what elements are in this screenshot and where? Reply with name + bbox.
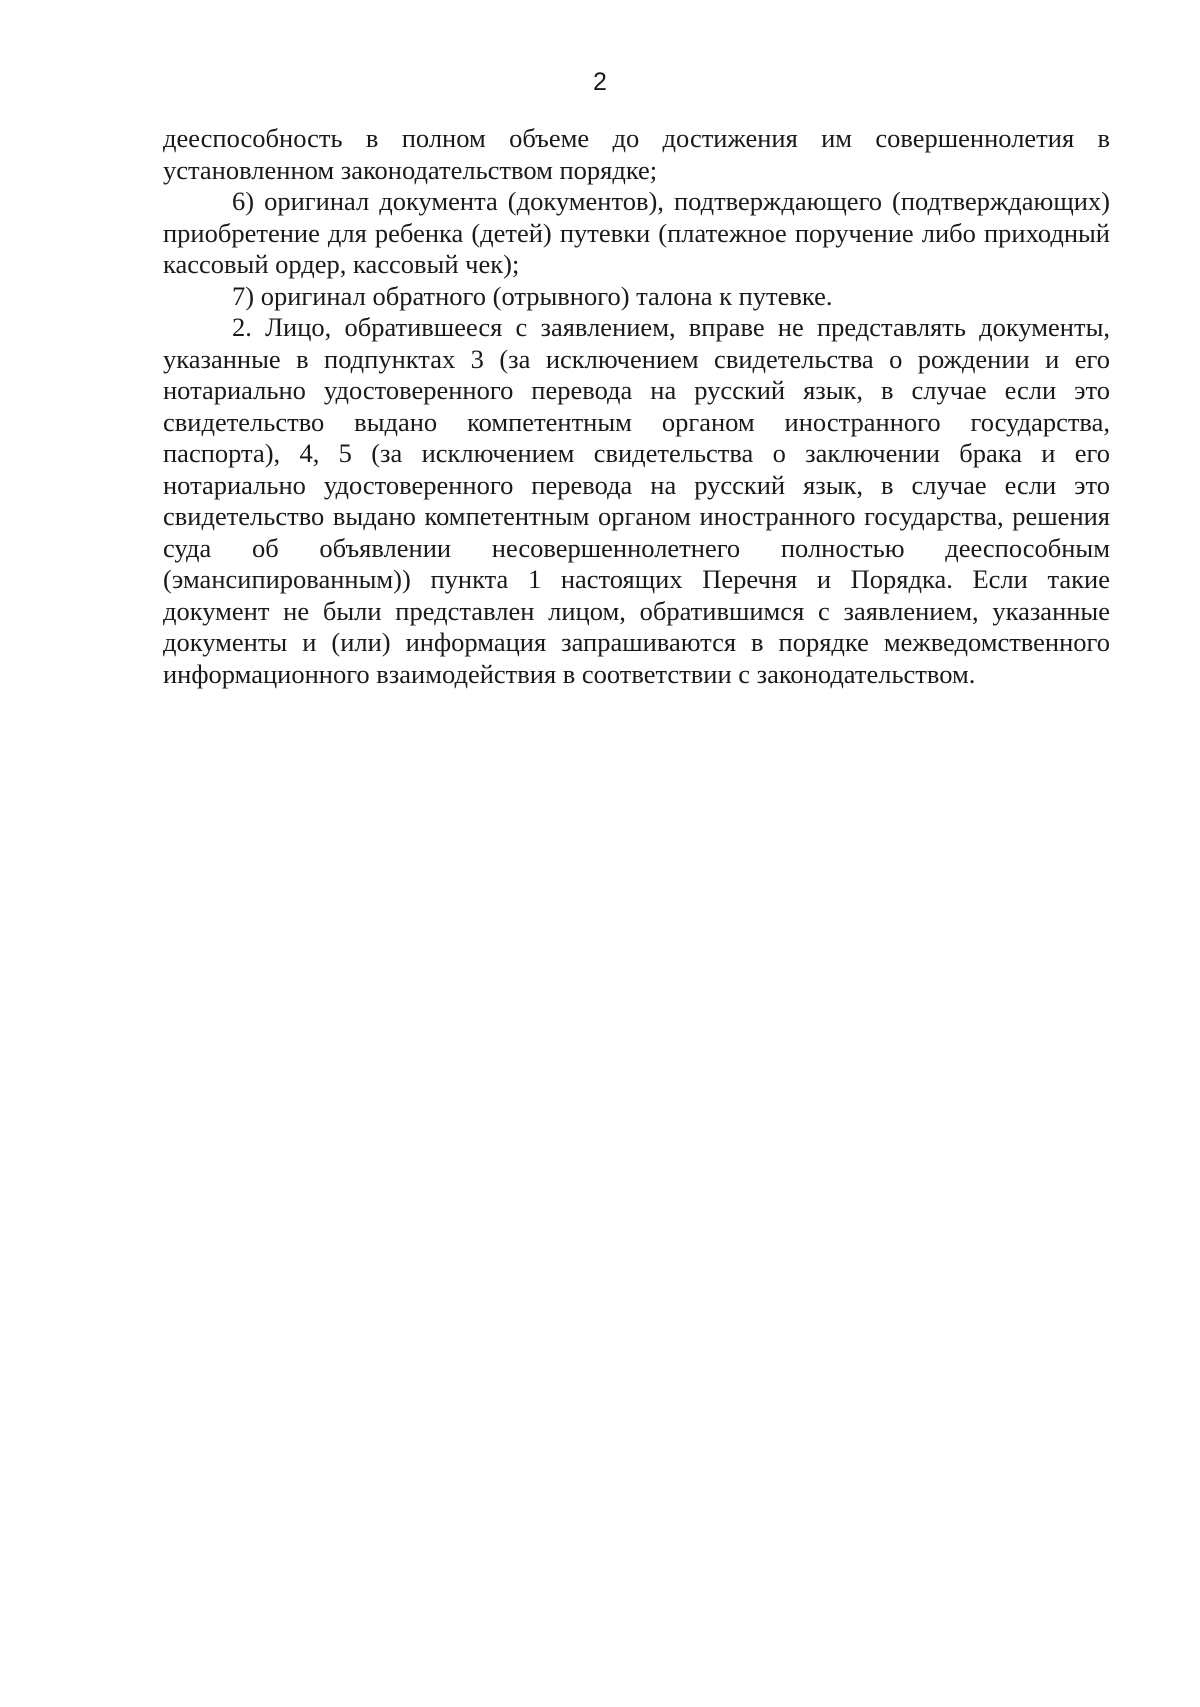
paragraph-clause-2: 2. Лицо, обратившееся с заявлением, вправе не представлять документы, указанные в подпунктах 3 (за исключением свидетельства о рождении и его нотариально удостоверенного перевода на русский язык, в случае если это свидетельство выдано компетентным органом иностранного государства, паспорта), 4, 5 (за исключением свидетельства о заключении брака и его нотариально удостоверенного перевода на русский язык, в случае если это свидетельство выдано компетентным органом иностранного государства, решения суда об объявлении несовершеннолетнего полностью дееспособным (эмансипированным)) пункта 1 настоящих Перечня и Порядка. Если такие документ не были представлен лицом, обратившимся с заявлением, указанные документы и (или) информация запрашиваются в порядке межведомственного информационного взаимодействия в соответствии с законодательством. — [163, 312, 1110, 689]
paragraph-item-7: 7) оригинал обратного (отрывного) талона к путевке. — [232, 280, 833, 311]
page-number: 2 — [593, 68, 607, 96]
paragraph-continuation: дееспособность в полном объеме до достижения им совершеннолетия в установленном законодательством порядке; — [163, 123, 1110, 185]
paragraph-item-6: 6) оригинал документа (документов), подтверждающего (подтверждающих) приобретение для ребенка (детей) путевки (платежное поручение либо приходный кассовый ордер, кассовый чек); — [163, 186, 1110, 279]
document-body — [163, 123, 1110, 690]
